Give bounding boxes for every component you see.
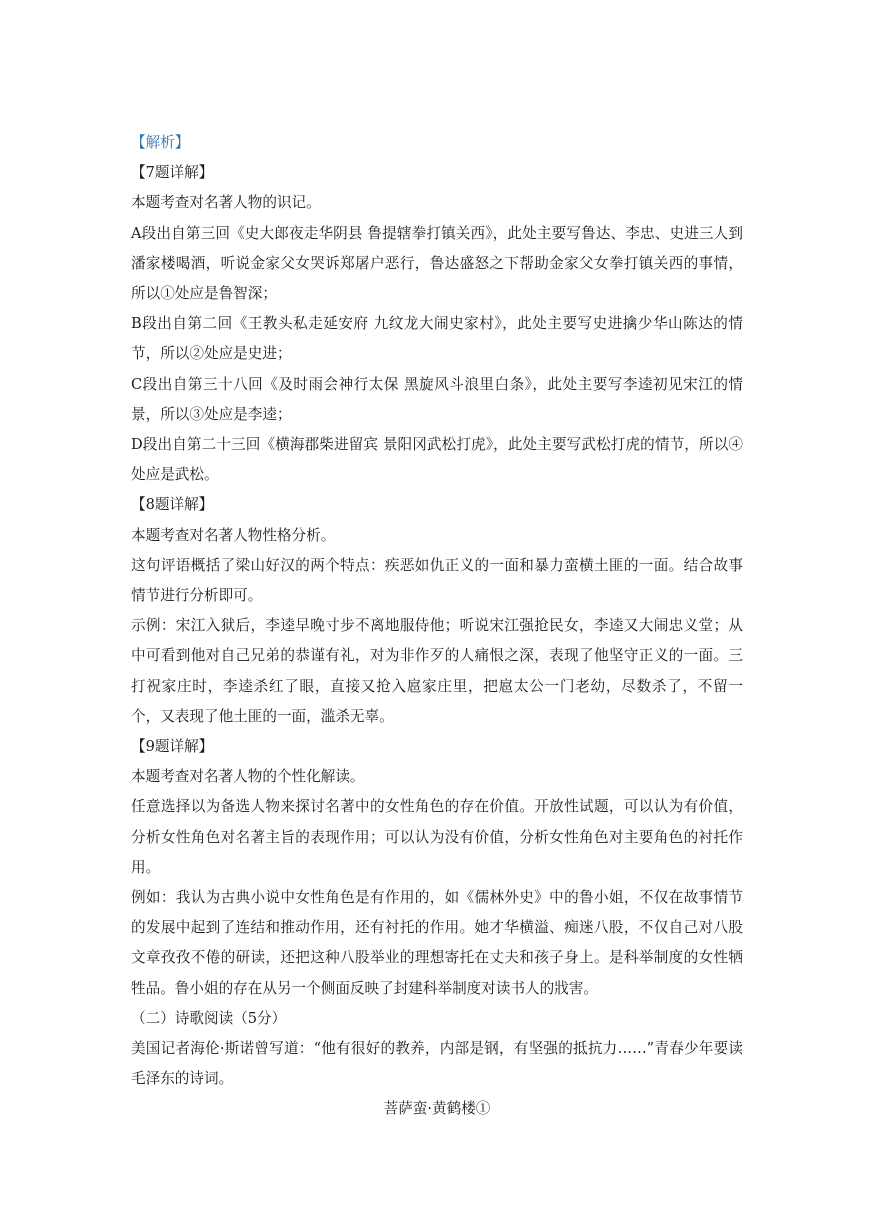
q7-paragraph-b: B段出自第二回《王教头私走延安府 九纹龙大闹史家村》，此处主要写史进擒少华山陈达的情节，所以②处应是史进； xyxy=(131,315,743,363)
q7-heading: 【7题详解】 xyxy=(131,164,214,182)
q9-paragraph-2: 例如：我认为古典小说中女性角色是有作用的，如《儒林外史》中的鲁小姐，不仅在故事情节的发展中起到了连结和推动作用，还有衬托的作用。她才华横溢、痴迷八股，不仅自己对八股文章孜孜不倦的研读，还把这种八股举业的理想寄托在丈夫和孩子身上。是科举制度的女性牺牲品。鲁小姐的存在从另一个侧面反映了封建科举制度对读书人的戕害。 xyxy=(131,888,743,997)
poetry-intro: 美国记者海伦·斯诺曾写道：“他有很好的教养，内部是钢，有坚强的抵抗力……”青春少年要读毛泽东的诗词。 xyxy=(131,1039,743,1088)
q8-intro: 本题考查对名著人物性格分析。 xyxy=(131,526,336,544)
q9-paragraph-1: 任意选择以为备选人物来探讨名著中的女性角色的存在价值。开放性试题，可以认为有价值，分析女性角色对名著主旨的表现作用；可以认为没有价值，分析女性角色对主要角色的衬托作用。 xyxy=(131,798,743,876)
poem-title: 菩萨蛮·黄鹤楼① xyxy=(383,1100,491,1118)
q8-paragraph-1: 这句评语概括了梁山好汉的两个特点：疾恶如仇正义的一面和暴力蛮横土匪的一面。结合故事情节进行分析即可。 xyxy=(131,556,743,604)
q9-heading: 【9题详解】 xyxy=(131,737,214,755)
analysis-label: 【解析】 xyxy=(131,134,190,151)
q9-intro: 本题考查对名著人物的个性化解读。 xyxy=(131,768,365,786)
q8-paragraph-2: 示例：宋江入狱后，李逵早晚寸步不离地服侍他；听说宋江强抢民女，李逵又大闹忠义堂；从中可看到他对自己兄弟的恭谨有礼，对为非作歹的人痛恨之深，表现了他坚守正义的一面。三打祝家庄时，李逵杀红了眼，直接又抢入扈家庄里，把扈太公一门老幼，尽数杀了，不留一个，又表现了他土匪的一面，滥杀无辜。 xyxy=(131,617,743,725)
document-page xyxy=(131,128,743,1125)
q7-paragraph-d: D段出自第二十三回《横海郡柴进留宾 景阳冈武松打虎》，此处主要写武松打虎的情节，所以④处应是武松。 xyxy=(131,435,743,484)
q7-paragraph-a: A段出自第三回《史大郎夜走华阴县 鲁提辖拳打镇关西》，此处主要写鲁达、李忠、史进三人到潘家楼喝酒，听说金家父女哭诉郑屠户恶行，鲁达盛怒之下帮助金家父女拳打镇关西的事情，所以①处应是鲁智深； xyxy=(131,224,743,302)
q7-paragraph-c: C段出自第三十八回《及时雨会神行太保 黑旋风斗浪里白条》，此处主要写李逵初见宋江的情景，所以③处应是李逵； xyxy=(131,375,743,423)
q7-intro: 本题考查对名著人物的识记。 xyxy=(131,194,321,212)
q8-heading: 【8题详解】 xyxy=(131,496,214,514)
poetry-section-title: （二）诗歌阅读（5分） xyxy=(131,1009,287,1027)
